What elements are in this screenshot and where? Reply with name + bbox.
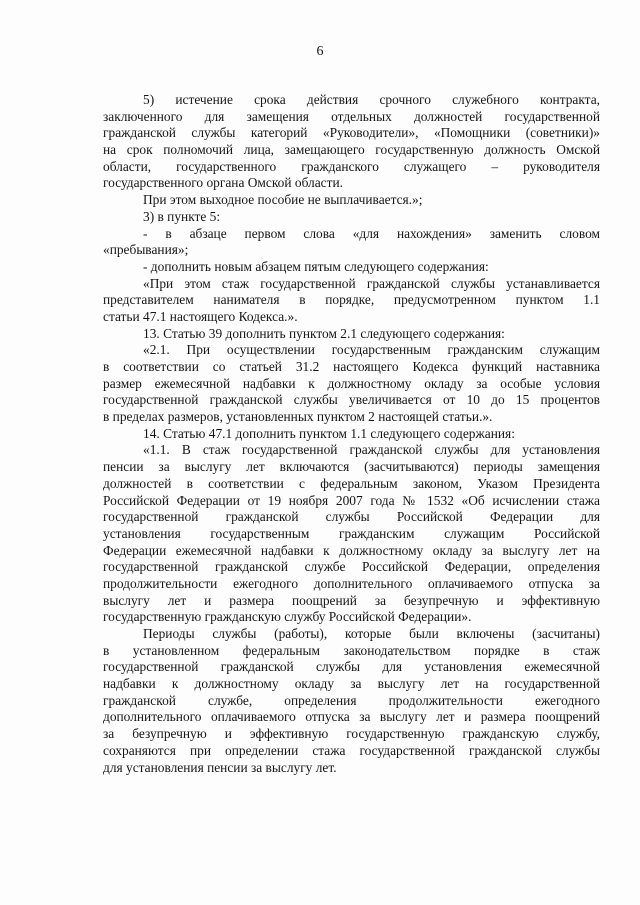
text-line: гражданской службе, определения продолжительности ежегодного	[103, 692, 600, 708]
text-line: - дополнить новым абзацем пятым следующего содержания:	[143, 258, 489, 274]
page-number: 6	[316, 44, 324, 59]
text-line: «1.1. В стаж государственной гражданской службы для установления	[143, 442, 600, 458]
text-line: 5) истечение срока действия срочного служебного контракта,	[143, 92, 600, 107]
text-line: - в абзаце первом слова «для нахождения» заменить словом	[143, 225, 600, 241]
text-line: сохраняются при определении стажа государственной гражданской службы	[103, 742, 600, 758]
text-line: установления государственным гражданским служащим Российской	[103, 525, 600, 541]
text-line: должностей в соответствии с федеральным законом, Указом Президента	[103, 475, 600, 491]
text-line: 13. Статью 39 дополнить пунктом 2.1 следующего содержания:	[143, 325, 505, 341]
text-line: 3) в пункте 5:	[143, 208, 221, 224]
text-line: в установленном федеральным законодательством порядке в стаж	[103, 642, 600, 658]
text-line: дополнительного оплачиваемого отпуска за выслугу лет и размера поощрений	[103, 709, 600, 725]
text-line: государственной гражданской службе Российской Федерации, определения	[103, 559, 600, 575]
text-line: государственного органа Омской области.	[103, 175, 343, 191]
text-line: 14. Статью 47.1 дополнить пунктом 1.1 следующего содержания:	[143, 425, 515, 441]
text-line: области, государственного гражданского служащего – руководителя	[103, 158, 600, 174]
text-line: для установления пенсии за выслугу лет.	[103, 759, 337, 775]
text-line: статьи 47.1 настоящего Кодекса.».	[103, 308, 298, 324]
text-line: государственную гражданскую службу Российской Федерации».	[103, 609, 472, 625]
text-line: Периоды службы (работы), которые были включены (засчитаны)	[143, 626, 600, 641]
text-line: в пределах размеров, установленных пунктом 2 настоящей статьи.».	[103, 409, 493, 425]
text-line: гражданской службы категорий «Руководители», «Помощники (советники)»	[103, 125, 600, 141]
document-body	[103, 92, 600, 776]
text-line: При этом выходное пособие не выплачивается.»;	[143, 192, 423, 208]
text-line: «При этом стаж государственной гражданской службы устанавливается	[143, 275, 600, 291]
text-line: надбавки к должностному окладу за выслугу лет на государственной	[103, 676, 600, 692]
text-line: государственной гражданской службы Российской Федерации для	[103, 509, 600, 525]
text-line: за безупречную и эффективную государственную гражданскую службу,	[103, 726, 600, 742]
text-line: пенсии за выслугу лет включаются (засчитываются) периоды замещения	[103, 459, 600, 475]
text-line: на срок полномочий лица, замещающего государственную должность Омской	[103, 142, 600, 158]
text-line: Федерации ежемесячной надбавки к должностному окладу за выслугу лет на	[103, 542, 600, 558]
text-line: «пребывания»;	[103, 242, 189, 258]
text-line: в соответствии со статьей 31.2 настоящего Кодекса функций наставника	[103, 359, 600, 374]
text-line: выслугу лет и размера поощрений за безупречную и эффективную	[103, 592, 600, 608]
text-line: размер ежемесячной надбавки к должностному окладу за особые условия	[103, 375, 600, 391]
text-line: государственной гражданской службы увеличивается от 10 до 15 процентов	[103, 392, 600, 408]
text-line: государственной гражданской службы для установления ежемесячной	[103, 659, 600, 675]
text-line: заключенного для замещения отдельных должностей государственной	[103, 108, 600, 124]
text-line: представителем нанимателя в порядке, предусмотренном пунктом 1.1	[103, 292, 600, 308]
text-line: «2.1. При осуществлении государственным гражданским служащим	[143, 342, 600, 358]
text-line: продолжительности ежегодного дополнительного оплачиваемого отпуска за	[103, 575, 600, 591]
text-line: Российской Федерации от 19 ноября 2007 года № 1532 «Об исчислении стажа	[103, 492, 600, 508]
